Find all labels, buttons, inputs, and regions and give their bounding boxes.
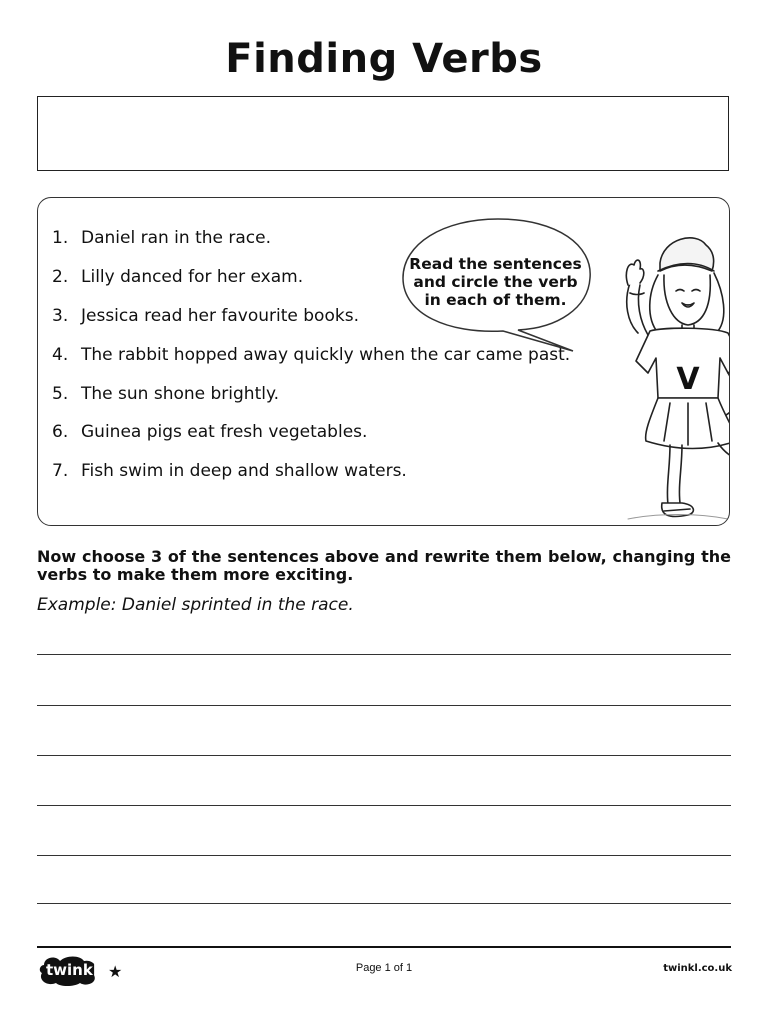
sentence-text: Daniel ran in the race.: [81, 228, 271, 248]
sentence-text: The sun shone brightly.: [81, 383, 279, 404]
sentence-number: 2.: [52, 266, 69, 287]
sentence-number: 7.: [52, 461, 69, 482]
sentence-text: The rabbit hopped away quickly when the car came past.: [81, 344, 571, 365]
sentence-text: Lilly danced for her exam.: [81, 266, 304, 287]
answer-line[interactable]: [37, 805, 731, 806]
footer-divider: [37, 946, 731, 948]
instructions-text: Now choose 3 of the sentences above and rewrite them below, changing the verbs to make them more exciting.: [37, 547, 731, 584]
sentence-item: [52, 461, 570, 500]
star-icon: ★: [108, 962, 123, 981]
sentence-number: 1.: [52, 228, 69, 248]
bubble-line: in each of them.: [424, 291, 567, 309]
sentence-number: 6.: [52, 422, 69, 443]
sentence-number: 4.: [52, 344, 69, 365]
answer-line[interactable]: [37, 855, 731, 856]
sentence-text: Guinea pigs eat fresh vegetables.: [81, 422, 368, 443]
answer-line[interactable]: [37, 705, 731, 706]
speech-bubble-text: [408, 255, 583, 309]
website-link[interactable]: twinkl.co.uk: [663, 963, 732, 974]
girl-character-illustration: [578, 223, 730, 526]
bubble-line: Read the sentences: [409, 255, 582, 273]
sentence-item: [52, 384, 570, 423]
answer-line[interactable]: [37, 755, 731, 756]
page-title: Finding Verbs: [225, 36, 543, 82]
sentence-item: [52, 422, 570, 461]
shirt-letter: V: [676, 362, 700, 397]
logo-text: twinkl: [46, 961, 98, 979]
sentence-text: Jessica read her favourite books.: [81, 305, 359, 326]
sentence-panel: [37, 197, 730, 526]
name-writing-box[interactable]: [37, 96, 729, 171]
bubble-line: and circle the verb: [413, 273, 578, 291]
sentence-number: 3.: [52, 305, 69, 326]
example-text: Example: Daniel sprinted in the race.: [37, 595, 354, 615]
answer-line[interactable]: [37, 903, 731, 904]
answer-line[interactable]: [37, 654, 731, 655]
sentence-text: Fish swim in deep and shallow waters.: [81, 461, 407, 482]
sentence-number: 5.: [52, 383, 69, 404]
page-number: Page 1 of 1: [355, 962, 413, 974]
